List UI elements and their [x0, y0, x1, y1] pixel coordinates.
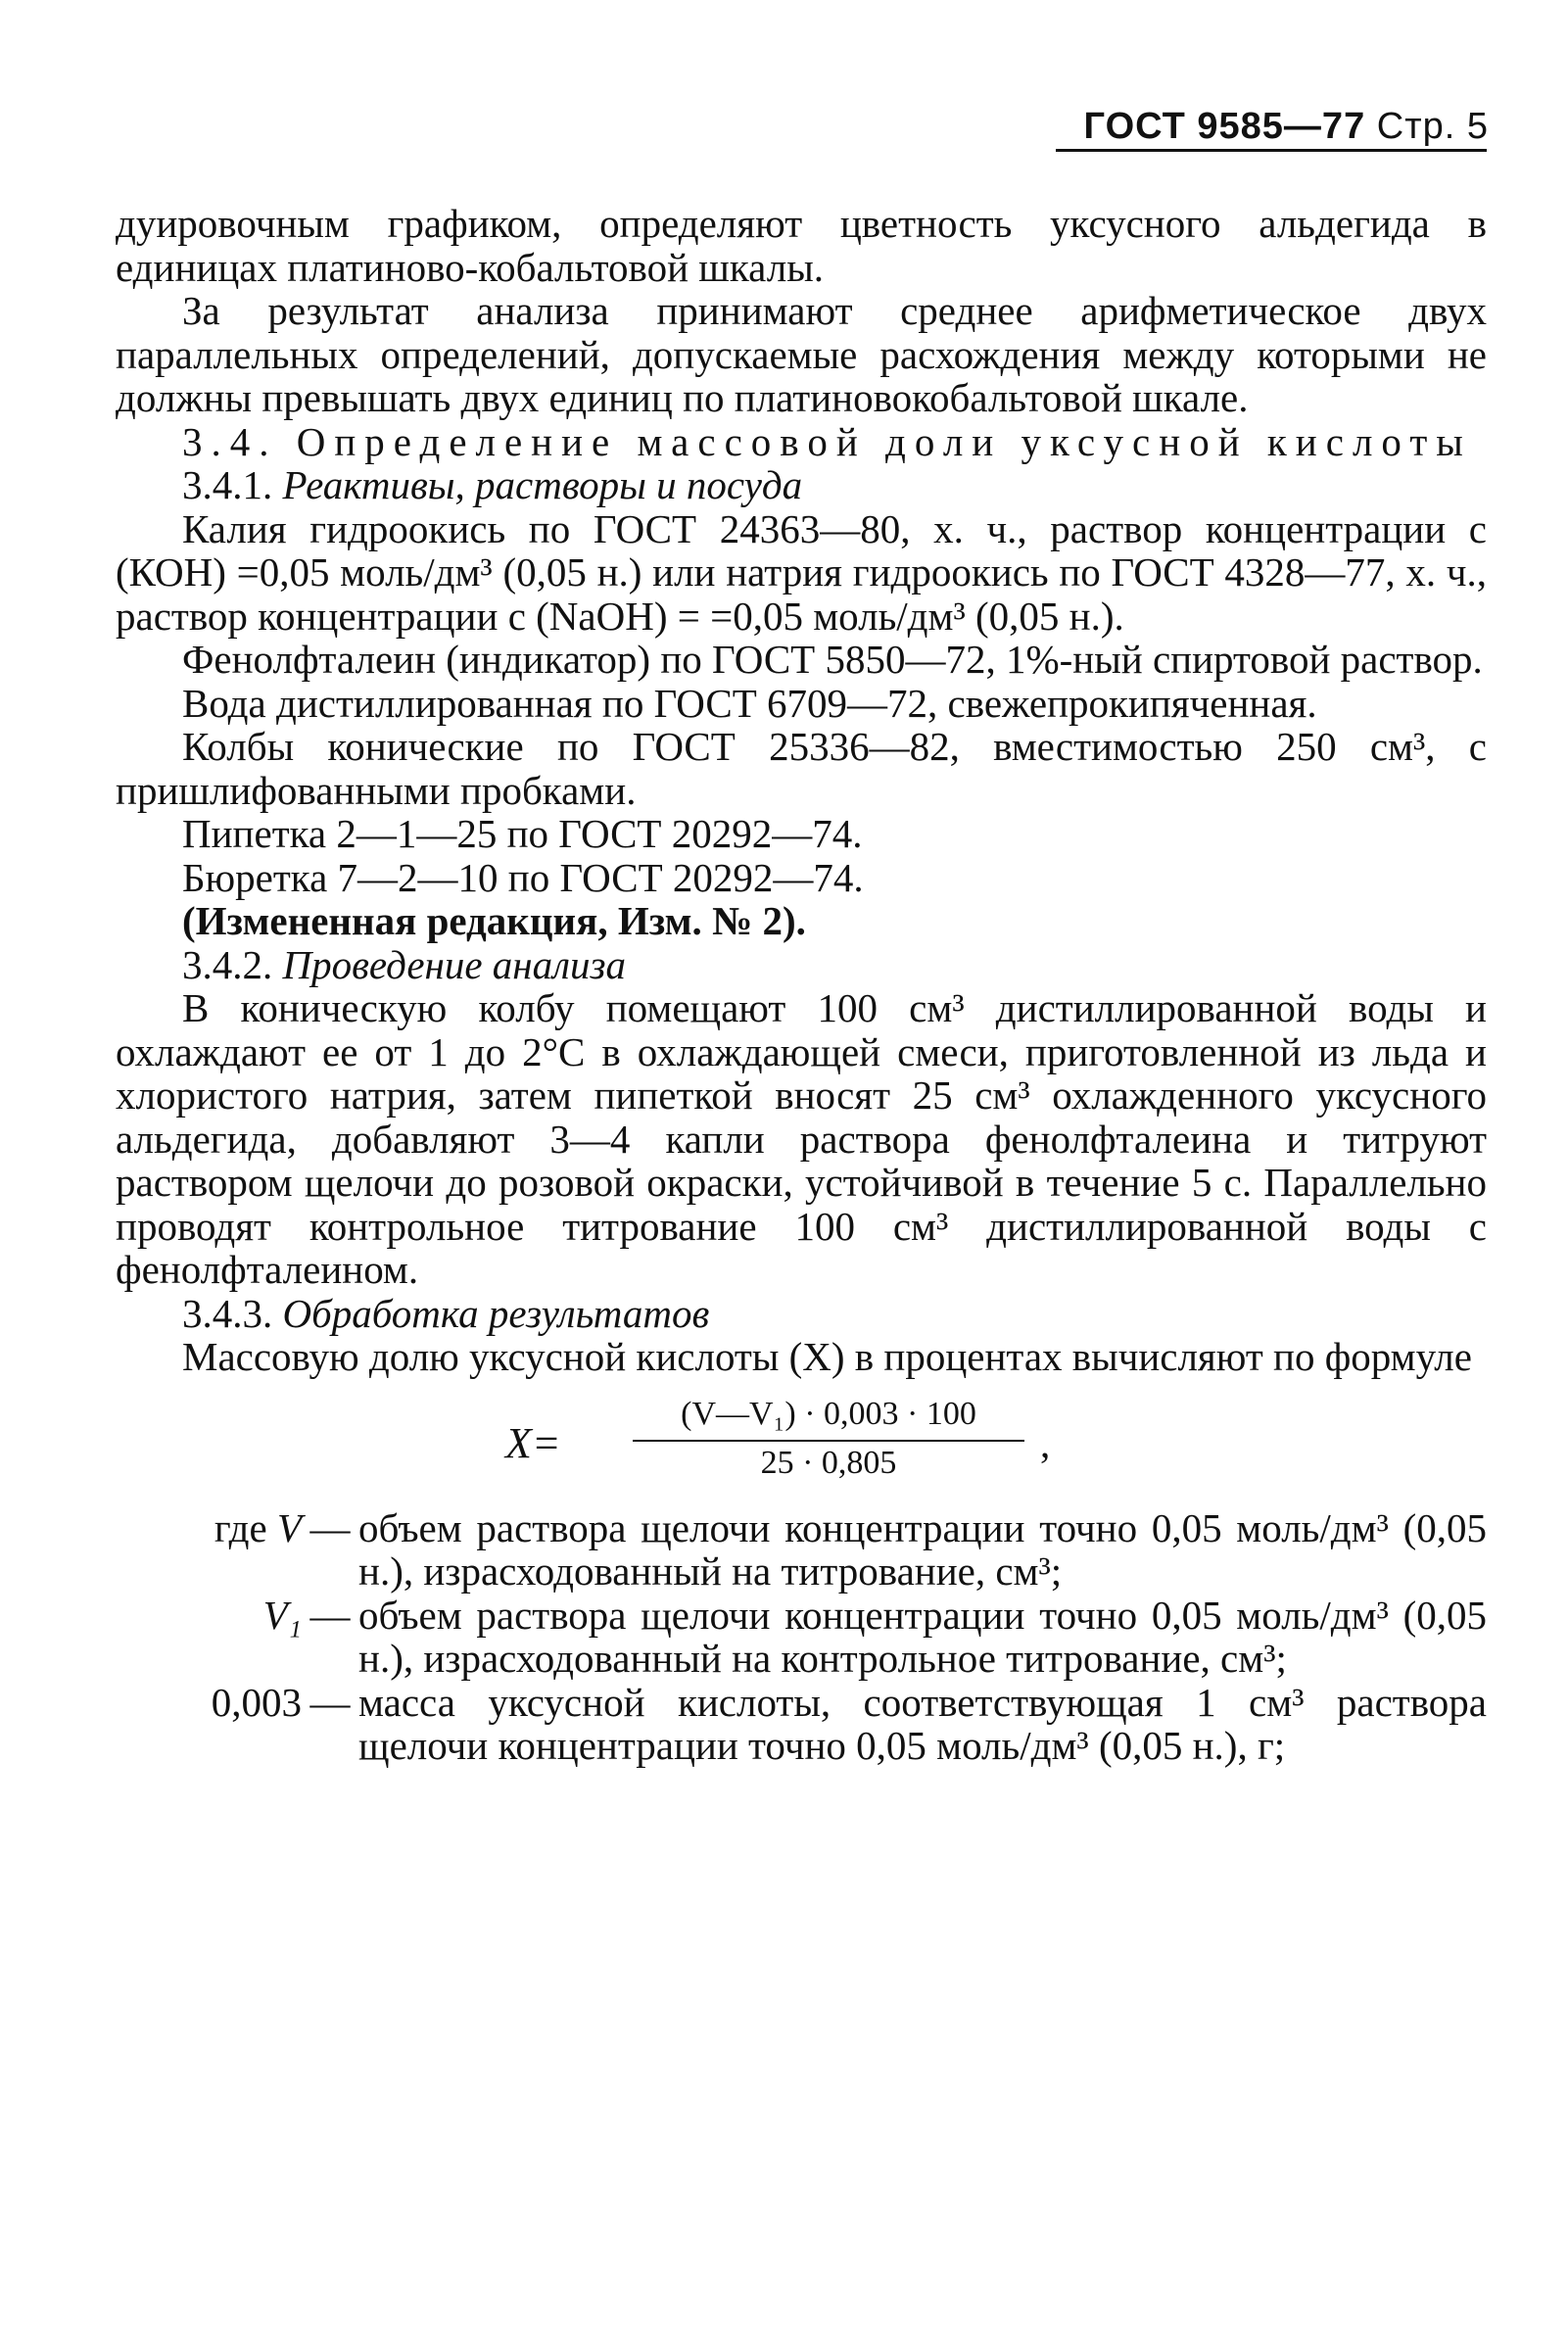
- subsection-title: Реактивы, растворы и посуда: [282, 462, 803, 507]
- reagent-flasks: Колбы конические по ГОСТ 25336—82, вместимостью 250 см³, с пришлифованными пробками.: [116, 724, 1487, 813]
- paragraph-continued: дуировочным графиком, определяют цветность уксусного альдегида в единицах платиново-кобальтовой шкалы.: [116, 201, 1487, 290]
- subsection-heading-3-4-1: [116, 463, 1487, 507]
- subsection-heading-3-4-3: [116, 1292, 1487, 1336]
- definition-row: [116, 1681, 1487, 1768]
- definition-row: [116, 1506, 1487, 1594]
- definition-text: масса уксусной кислоты, соответствующая 1 см³ раствора щелочи концентрации точно 0,05 моль/дм³ (0,05 н.), г;: [358, 1679, 1487, 1768]
- subsection-number: 3.4.3.: [182, 1290, 273, 1336]
- formula-lhs: X=: [505, 1418, 561, 1467]
- subsection-title: Обработка результатов: [282, 1290, 710, 1336]
- formula-intro: Массовую долю уксусной кислоты (X) в процентах вычисляют по формуле: [182, 1334, 1472, 1379]
- subsection-title: Проведение анализа: [282, 941, 627, 987]
- subsection-number: 3.4.2.: [182, 941, 273, 987]
- definition-term: 0,003: [211, 1679, 302, 1725]
- reagent-pipette: Пипетка 2—1—25 по ГОСТ 20292—74.: [182, 811, 863, 856]
- amendment-note: (Измененная редакция, Изм. № 2).: [182, 898, 806, 943]
- definition-dash: —: [309, 1679, 351, 1725]
- paragraph-result: За результат анализа принимают среднее арифметическое двух параллельных определений, допускаемые расхождения между которыми не должны превышать двух единиц по платиновокобальтовой шкале.: [116, 288, 1487, 420]
- definition-text: объем раствора щелочи концентрации точно 0,05 моль/дм³ (0,05 н.), израсходованный на титрование, см³;: [358, 1504, 1487, 1594]
- reagent-phenolphthalein: Фенолфталеин (индикатор) по ГОСТ 5850—72, 1%-ный спиртовой раствор.: [182, 637, 1483, 682]
- variable-definitions: [116, 1506, 1487, 1768]
- analysis-procedure: В коническую колбу помещают 100 см³ дистиллированной воды и охлаждают ее от 1 до 2°С в охлаждающей смеси, приготовленной из льда и хлористого натрия, затем пипеткой вносят 25 см³ охлажденного уксусного альдегида, добавляют 3—4 капли раствора фенолфталеина и титруют раствором щелочи до розовой окраски, устойчивой в течение 5 с. Параллельно проводят контрольное титрование 100 см³ дистиллированной воды с фенолфталеином.: [116, 985, 1487, 1292]
- formula-fraction: [633, 1395, 1024, 1483]
- reagent-burette: Бюретка 7—2—10 по ГОСТ 20292—74.: [182, 854, 864, 900]
- definition-dash: —: [309, 1592, 351, 1638]
- formula: [116, 1393, 1487, 1495]
- definition-text: объем раствора щелочи концентрации точно 0,05 моль/дм³ (0,05 н.), израсходованный на контрольное титрование, см³;: [358, 1592, 1487, 1681]
- definition-term: V₁: [262, 1592, 302, 1638]
- definition-dash: —: [309, 1504, 351, 1550]
- definition-term: где V: [214, 1504, 302, 1550]
- standard-number: ГОСТ 9585—77: [1083, 106, 1366, 147]
- reagent-koh: Калия гидроокись по ГОСТ 24363—80, х. ч., раствор концентрации с (КОН) =0,05 моль/дм³ (0,05 н.) или натрия гидроокись по ГОСТ 4328—77, х. ч., раствор концентрации с (NaOH) = =0,05 моль/дм³ (0,05 н.).: [116, 505, 1487, 639]
- section-heading-3-4: 3.4. Определение массовой доли уксусной кислоты: [182, 418, 1472, 464]
- page-header: [1058, 106, 1489, 148]
- definition-row: [116, 1594, 1487, 1681]
- subsection-number: 3.4.1.: [182, 462, 273, 507]
- reagent-water: Вода дистиллированная по ГОСТ 6709—72, свежепрокипяченная.: [182, 680, 1317, 726]
- subsection-heading-3-4-2: [116, 943, 1487, 987]
- page-number: Стр. 5: [1376, 106, 1489, 147]
- formula-comma: ,: [1040, 1420, 1051, 1466]
- formula-numerator: (V—V₁) · 0,003 · 100: [633, 1395, 1024, 1442]
- body-text: [116, 202, 1487, 1768]
- header-rule: [1056, 149, 1487, 152]
- formula-denominator: 25 · 0,805: [760, 1444, 897, 1481]
